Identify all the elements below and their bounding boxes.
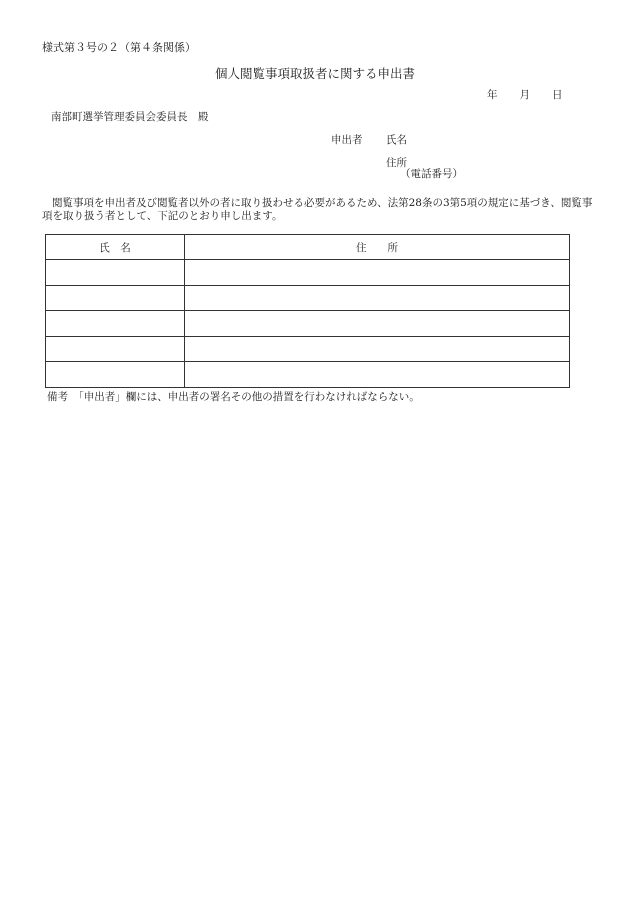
table-row (46, 362, 570, 388)
date-year-label: 年 (487, 89, 498, 101)
cell-name[interactable] (46, 336, 185, 362)
cell-address[interactable] (185, 311, 570, 337)
applicant-label: 申出者 (331, 134, 363, 146)
table-row (46, 260, 570, 286)
cell-name[interactable] (46, 362, 185, 388)
remarks-note: 備考 「申出者」欄には、申出者の署名その他の措置を行わなければならない。 (47, 391, 420, 403)
form-number: 様式第３号の２（第４条関係） (42, 41, 196, 54)
cell-address[interactable] (185, 285, 570, 311)
applicant-address-label: 住所 (386, 157, 407, 169)
cell-name[interactable] (46, 260, 185, 286)
table-header-row (46, 235, 570, 260)
date-day-label: 日 (552, 89, 563, 101)
cell-address[interactable] (185, 362, 570, 388)
document-title: 個人閲覧事項取扱者に関する申出書 (214, 66, 415, 81)
table-row (46, 285, 570, 311)
date-line (487, 87, 563, 102)
handler-table (45, 234, 570, 388)
header-address: 住 所 (185, 235, 570, 260)
cell-address[interactable] (185, 336, 570, 362)
applicant-phone-label: （電話番号） (400, 168, 463, 180)
table-row (46, 311, 570, 337)
date-month-label: 月 (519, 89, 530, 101)
addressee: 南部町選挙管理委員会委員長 殿 (51, 111, 209, 123)
table-row (46, 336, 570, 362)
cell-address[interactable] (185, 260, 570, 286)
header-name: 氏 名 (46, 235, 185, 260)
cell-name[interactable] (46, 285, 185, 311)
body-text: 閲覧事項を申出者及び閲覧者以外の者に取り扱わせる必要があるため、法第28条の3第5項の規定に基づき、閲覧事項を取り扱う者として、下記のとおり申し出ます。 (42, 197, 593, 222)
cell-name[interactable] (46, 311, 185, 337)
applicant-name-label: 氏名 (386, 134, 407, 146)
